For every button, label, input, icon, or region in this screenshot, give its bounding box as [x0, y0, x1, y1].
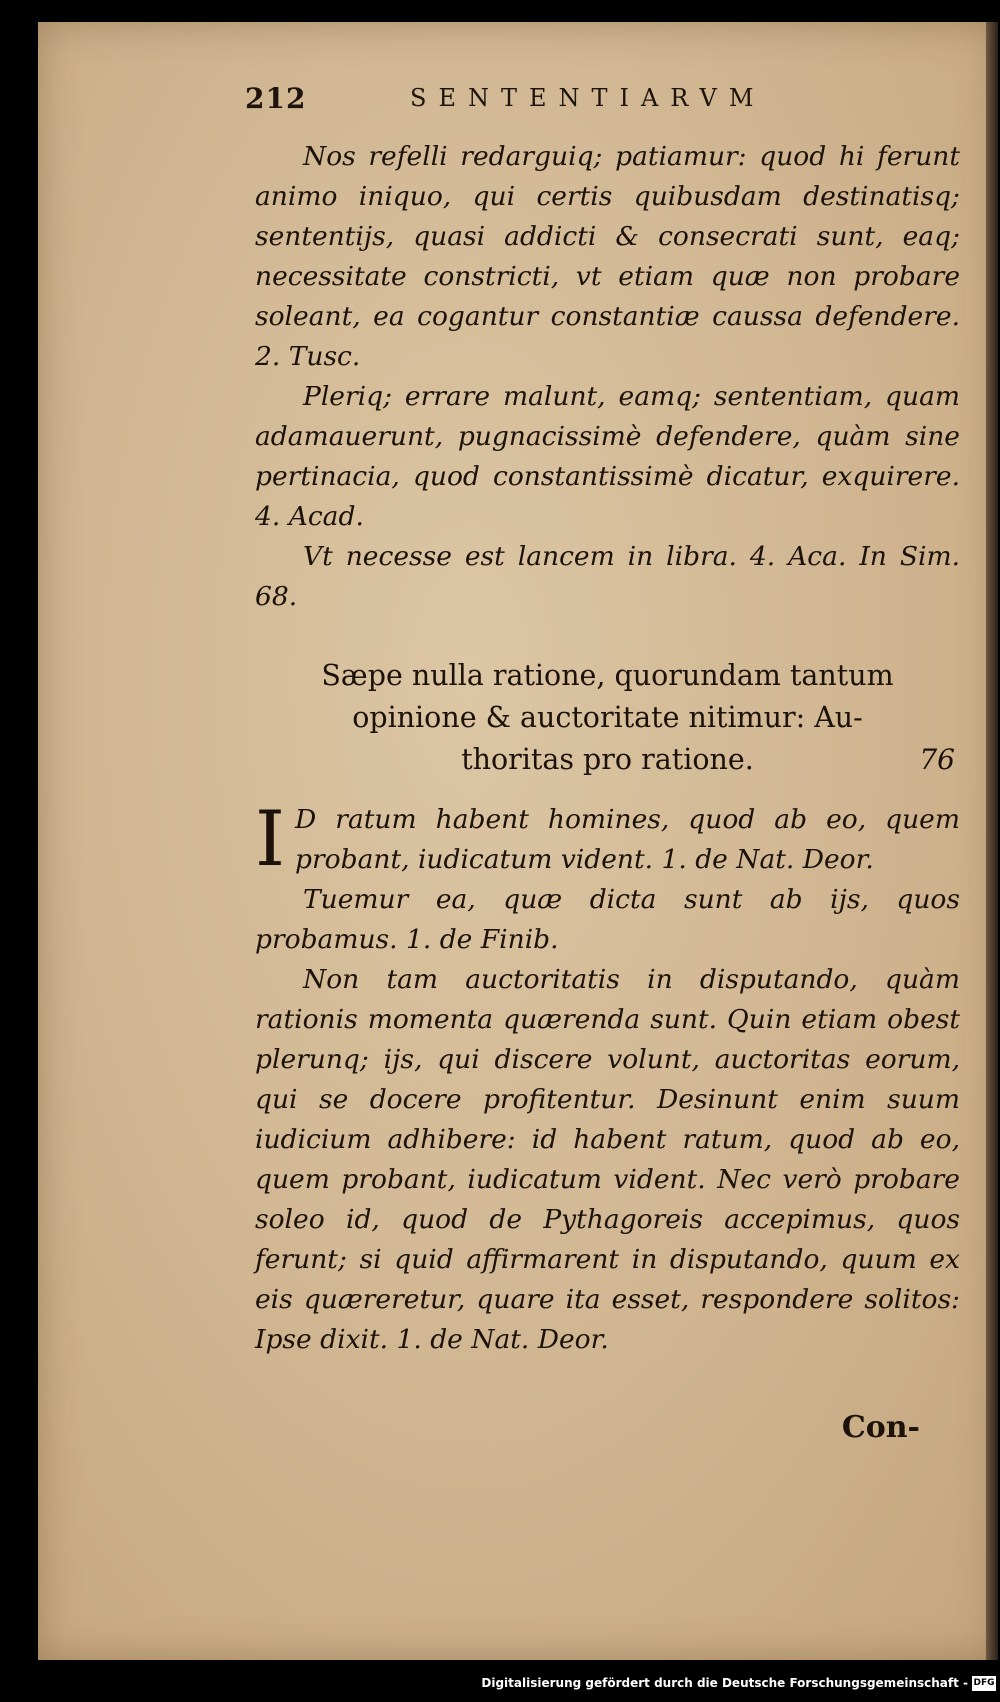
heading-line: Sæpe nulla ratione, quorundam tantum — [321, 659, 894, 692]
paragraph: Vt necesse est lancem in libra. 4. Aca. In Sim. 68. — [255, 541, 960, 612]
text-block-1 — [255, 137, 960, 617]
funding-notice: Digitalisierung gefördert durch die Deutsche Forschungsgemeinschaft - — [481, 1676, 968, 1690]
book-spine — [986, 22, 998, 1660]
paragraph: Non tam auctoritatis in disputando, quàm rationis momenta quærenda sunt. Quin etiam obest plerunq; ijs, qui discere volunt, auctoritas eorum, qui se docere profitentur. Desinunt enim suum iudicium adhibere: id habent ratum, quod ab eo, quem probant, iudicatum vident. Nec verò probare soleo id, quod de Pythagoreis accepimus, quos ferunt; si quid affirmarent in disputando, quum ex eis quæreretur, quare ita esset, respondere solitos: Ipse dixit. 1. de Nat. Deor. — [255, 964, 960, 1355]
text-block-2 — [255, 794, 960, 1360]
section-heading — [255, 655, 960, 781]
paragraph: Tuemur ea, quæ dicta sunt ab ijs, quos probamus. 1. de Finib. — [255, 884, 960, 955]
heading-line: opinione & auctoritate nitimur: Au- — [352, 701, 863, 734]
section-number: 76 — [919, 743, 955, 776]
heading-line: thoritas pro ratione. — [461, 743, 754, 776]
page-header — [245, 82, 865, 122]
drop-cap: I — [255, 794, 286, 883]
paragraph-text: D ratum habent homines, quod ab eo, quem probant, iudicatum vident. 1. de Nat. Deor. — [295, 804, 960, 875]
paragraph: Pleriq; errare malunt, eamq; sententiam, quam adamauerunt, pugnacissimè defendere, quàm sine pertinacia, quod constantissimè dicatur, exquirere. 4. Acad. — [255, 381, 960, 532]
catchword: Con- — [841, 1410, 920, 1445]
paragraph: Nos refelli redarguiq; patiamur: quod hi ferunt animo iniquo, qui certis quibusdam destinatisq; sententijs, quasi addicti & consecrati sunt, eaq; necessitate constricti, vt etiam quæ non probare soleant, ea cogantur constantiæ caussa defendere. 2. Tusc. — [255, 141, 960, 372]
page-number: 212 — [245, 82, 307, 115]
running-head: SENTENTIARVM — [410, 84, 766, 112]
paragraph — [255, 794, 960, 883]
dfg-logo: DFG — [972, 1676, 996, 1691]
footer-bar — [0, 1670, 1000, 1702]
